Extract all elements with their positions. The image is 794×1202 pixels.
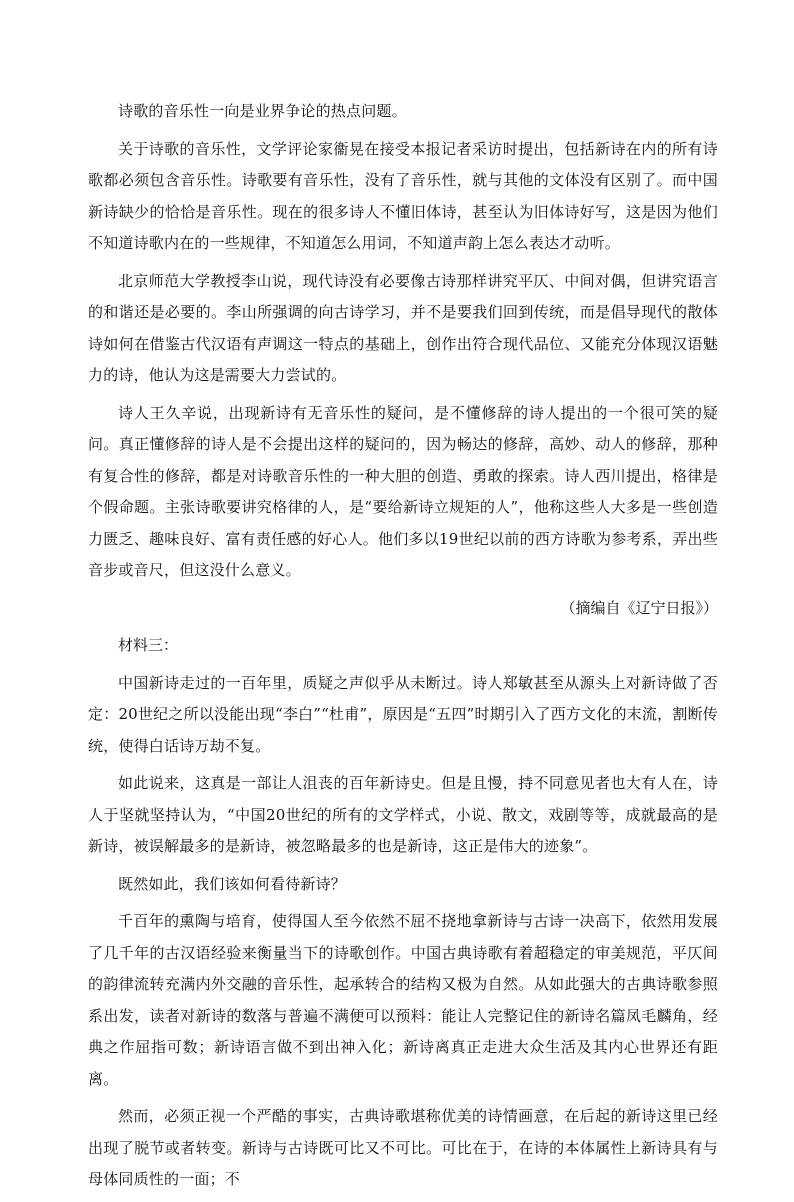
paragraph: 北京师范大学教授李山说，现代诗没有必要像古诗那样讲究平仄、中间对偶，但讲究语言的和谐还是必要的。李山所强调的向古诗学习，并不是要我们回到传统，而是倡导现代的散体诗如何在借鉴古代汉语有声调这一特点的基础上，创作出符合现代品位、又能充分体现汉语魅力的诗，他认为这是需要大力尝试的。 [88, 271, 718, 384]
material-heading: 材料三： [118, 636, 179, 654]
paragraph: 关于诗歌的音乐性，文学评论家衞晃在接受本报记者采访时提出，包括新诗在内的所有诗歌都必须包含音乐性。诗歌要有音乐性，没有了音乐性，就与其他的文体没有区别了。而中国新诗缺少的恰恰是音乐性。现在的很多诗人不懂旧体诗，甚至认为旧体诗好写，这是因为他们不知道诗歌内在的一些规律，不知道怎么用词，不知道声韵上怎么表达才动听。 [88, 139, 718, 252]
paragraph: 诗歌的音乐性一向是业界争论的热点问题。 [118, 102, 407, 120]
paragraph: 然而，必须正视一个严酷的事实，古典诗歌堪称优美的诗情画意，在后起的新诗这里已经出现了脱节或者转变。新诗与古诗既可比又不可比。可比在于，在诗的本体属性上新诗具有与母体同质性的一面；不 [88, 1107, 718, 1188]
paragraph: 诗人王久辛说，出现新诗有无音乐性的疑问，是不懂修辞的诗人提出的一个很可笑的疑问。真正懂修辞的诗人是不会提出这样的疑问的，因为畅达的修辞，高妙、动人的修辞，那种有复合性的修辞，都是对诗歌音乐性的一种大胆的创造、勇敢的探索。诗人西川提出，格律是个假命题。主张诗歌要讲究格律的人，是“要给新诗立规矩的人”，他称这些人大多是一些创造力匮乏、趣味良好、富有责任感的好心人。他们多以19世纪以前的西方诗歌为参考系，弄出些音步或音尺，但这没什么意义。 [88, 403, 718, 579]
source-citation: （摘编自《辽宁日报》） [560, 598, 718, 617]
document-page [88, 96, 718, 1202]
paragraph: 如此说来，这真是一部让人沮丧的百年新诗史。但是且慢，持不同意见者也大有人在，诗人于坚就坚持认为，“中国20世纪的所有的文学样式，小说、散文，戏剧等等，成就最高的是新诗，被误解最多的是新诗，被忽略最多的也是新诗，这正是伟大的迹象”。 [88, 774, 718, 855]
paragraph: 中国新诗走过的一百年里，质疑之声似乎从未断过。诗人郑敏甚至从源头上对新诗做了否定：20世纪之所以没能出现“李白”“杜甫”，原因是“五四”时期引入了西方文化的末流，割断传统，使得白话诗万劫不复。 [88, 673, 718, 755]
paragraph: 既然如此，我们该如何看待新诗？ [118, 874, 347, 893]
paragraph: 千百年的熏陶与培育，使得国人至今依然不屈不挠地拿新诗与古诗一决高下，依然用发展了几千年的古汉语经验来衡量当下的诗歌创作。中国古典诗歌有着超稳定的审美规范，平仄间的韵律流转充满内外交融的音乐性，起承转合的结构又极为自然。从如此强大的古典诗歌参照系出发，读者对新诗的数落与普遍不满便可以预料：能让人完整记住的新诗名篇凤毛麟角，经典之作屈指可数；新诗语言做不到出神入化；新诗离真正走进大众生活及其内心世界还有距离。 [88, 912, 718, 1088]
